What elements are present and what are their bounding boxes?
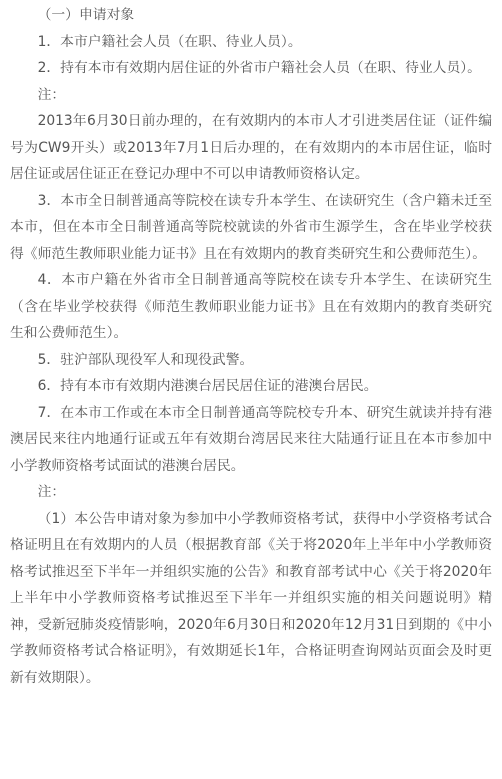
paragraph-item-5: 5．驻沪部队现役军人和现役武警。 (37, 351, 254, 368)
note-label: 注： (37, 86, 66, 103)
section-heading: （一）申请对象 (37, 7, 135, 23)
paragraph-item-4: 4．本市户籍在外省市全日制普通高等院校在读专升本学生、在读研究生（含在毕业学校获得《师范生教师职业能力证书》且在有效期内的教育类研究生和公费师范生）。 (10, 272, 492, 341)
paragraph-note-1: （1）本公告申请对象为参加中小学教师资格考试，获得中小学资格考试合格证明且在有效期内的人员（根据教育部《关于将2020年上半年中小学教师资格考试推迟至下半年一并组织实施的公告》和教育部考试中心《关于将2020年上半年中小学教师资格考试推迟至下半年一并组织实施的相关问题说明》精神，受新冠肺炎疫情影响，2020年6月30日和2020年12月31日到期的《中小学教师资格考试合格证明》，有效期延长1年，合格证明查询网站页面会及时更新有效期限）。 (10, 510, 492, 686)
paragraph-item-7: 7．在本市工作或在本市全日制普通高等院校专升本、研究生就读并持有港澳居民来往内地通行证或五年有效期台湾居民来往大陆通行证且在本市参加中小学教师资格考试面试的港澳台居民。 (10, 404, 492, 474)
paragraph-note-residence-permit: 2013年6月30日前办理的，在有效期内的本市人才引进类居住证（证件编号为CW9开头）或2013年7月1日后办理的，在有效期内的本市居住证，临时居住证或居住证正在登记办理中不可以申请教师资格认定。 (10, 113, 492, 182)
note-label: 注： (37, 484, 66, 500)
paragraph-item-6: 6．持有本市有效期内港澳台居民居住证的港澳台居民。 (37, 378, 378, 394)
paragraph-item-2: 2．持有本市有效期内居住证的外省市户籍社会人员（在职、待业人员）。 (37, 60, 481, 76)
paragraph-item-3: 3．本市全日制普通高等院校在读专升本学生、在读研究生（含户籍未迁至本市，但在本市全日制普通高等院校就读的外省市生源学生，含在毕业学校获得《师范生教师职业能力证书》且在有效期内的教育类研究生和公费师范生）。 (10, 192, 492, 262)
paragraph-item-1: 1．本市户籍社会人员（在职、待业人员）。 (37, 33, 302, 50)
